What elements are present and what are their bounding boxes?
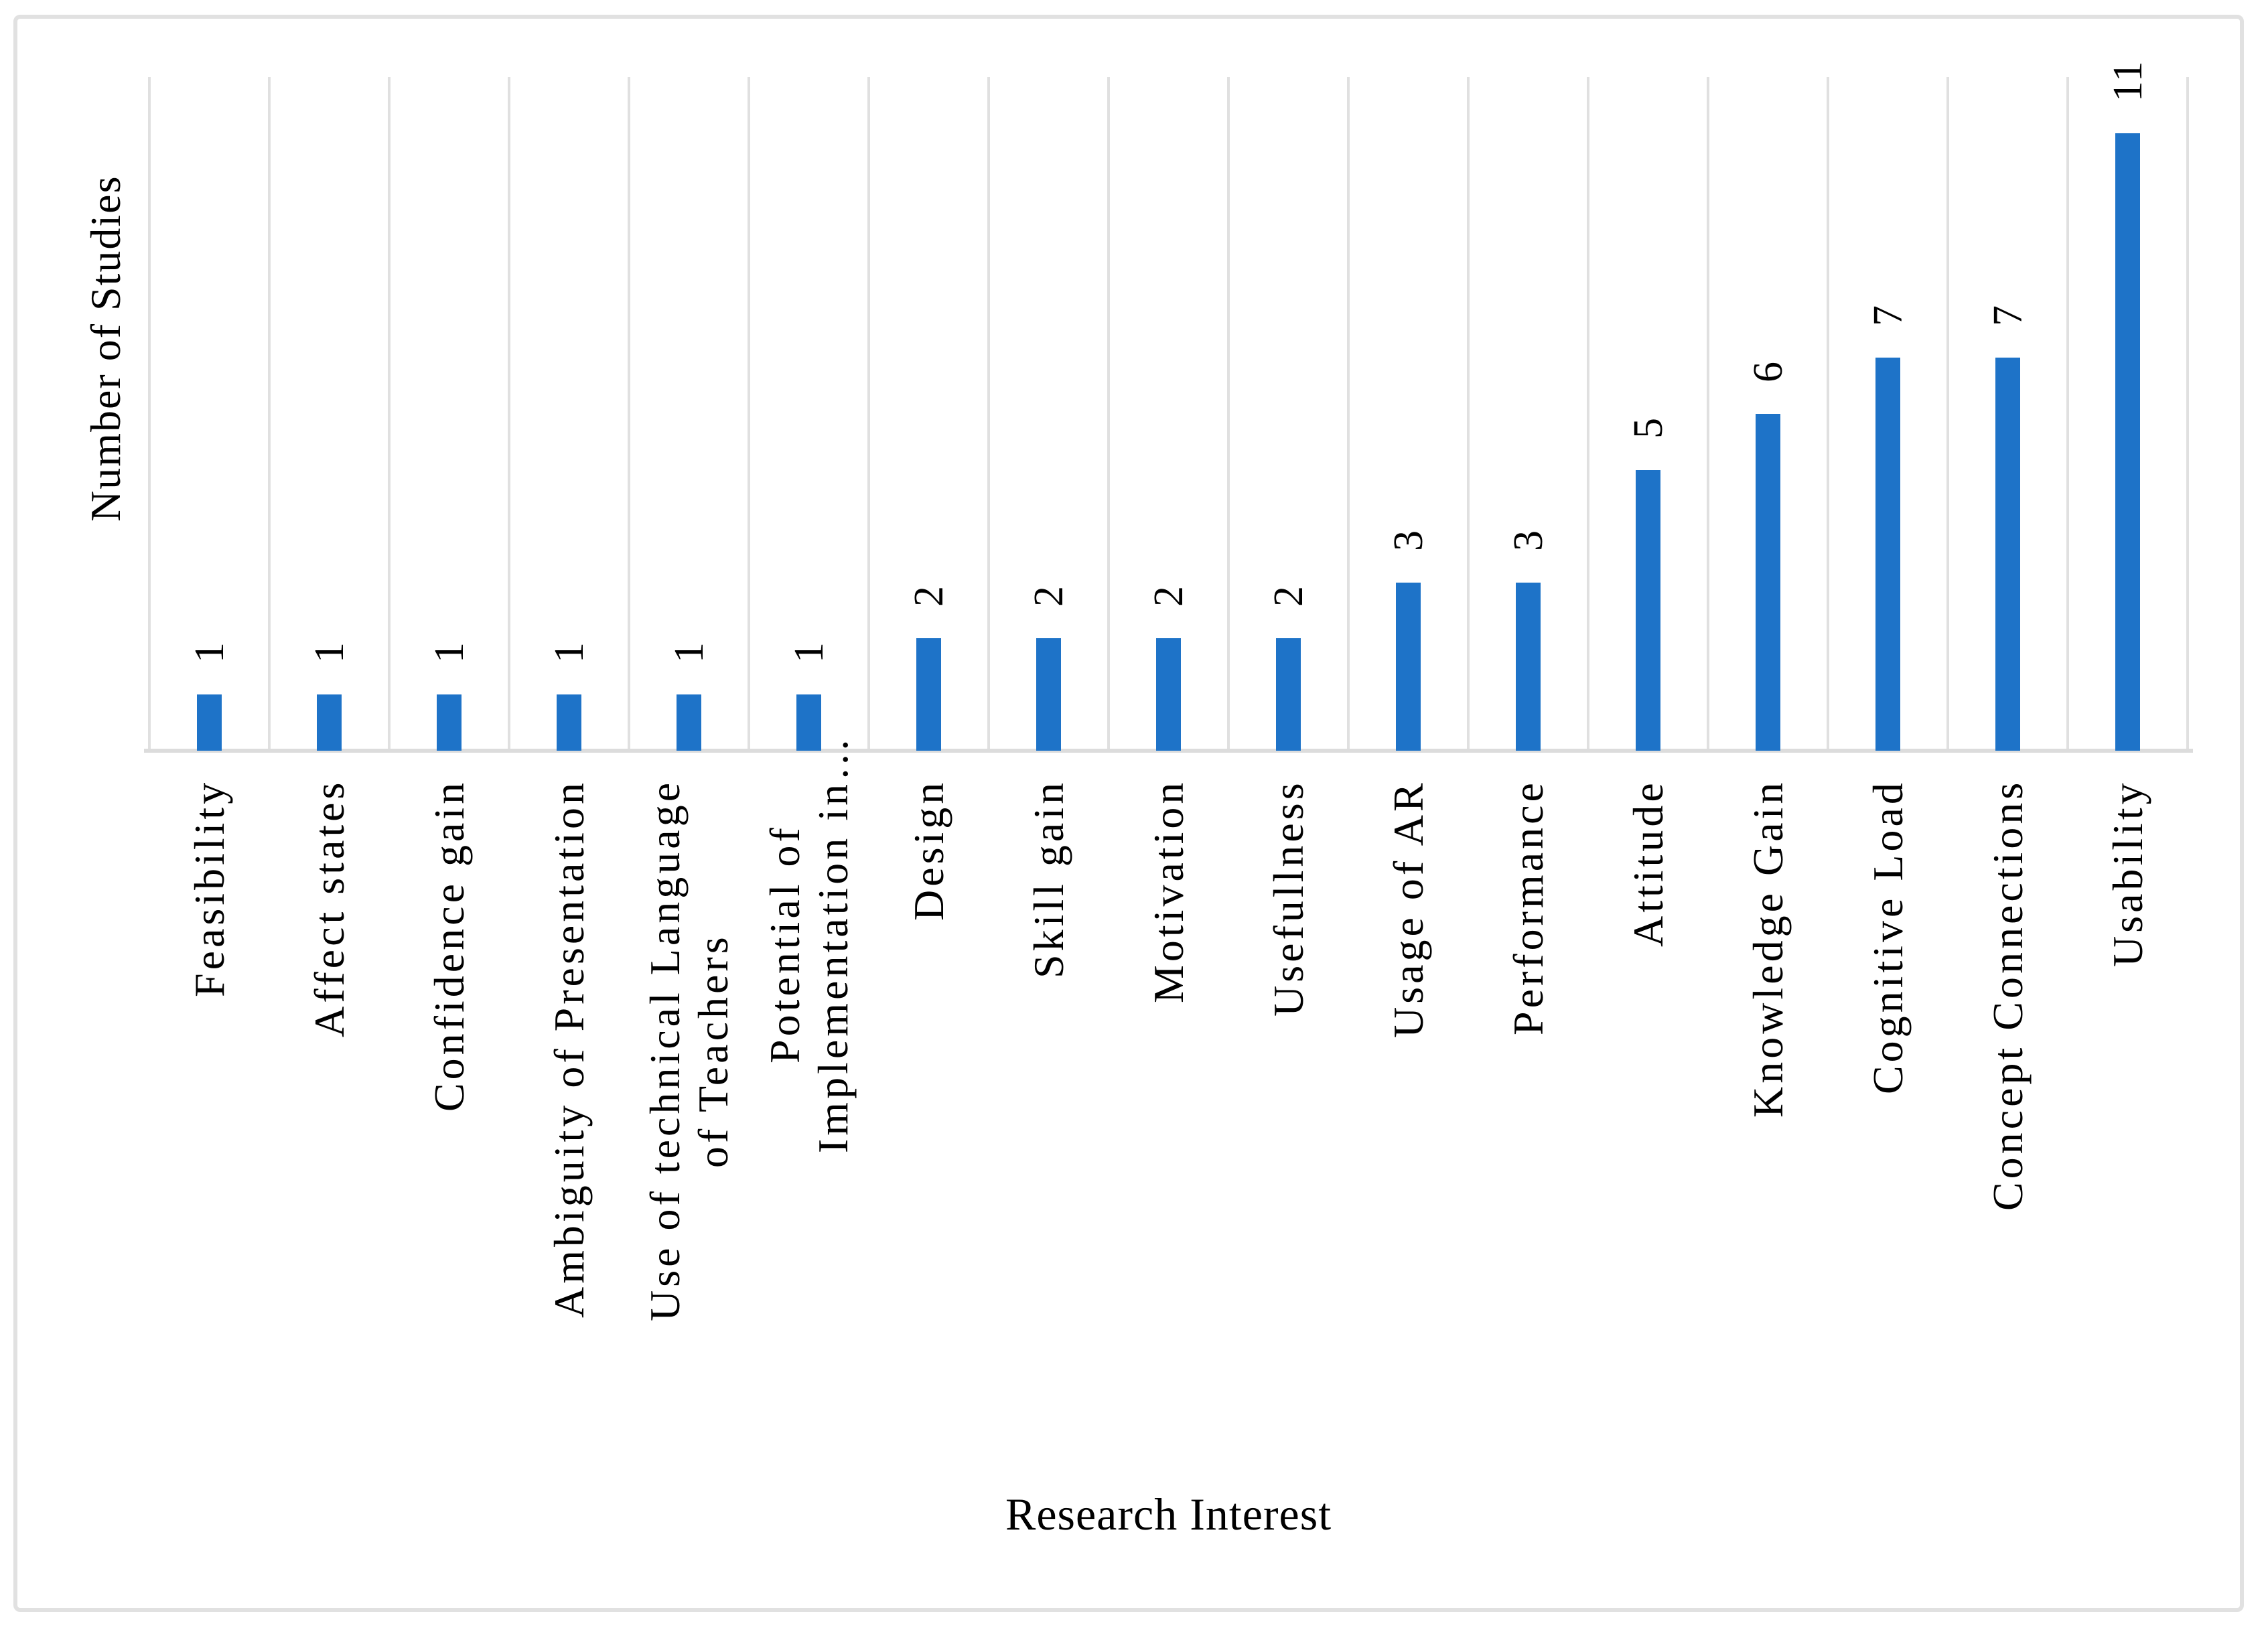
category-label: of Teachers [689, 933, 737, 1168]
category-gridline [148, 77, 151, 753]
category-label: Feasibility [185, 779, 233, 997]
x-axis-title: Research Interest [1005, 1489, 1332, 1540]
value-label: 2 [1025, 585, 1072, 607]
category-label: Confidence gain [425, 779, 473, 1112]
category-gridline [1707, 77, 1709, 753]
bar [677, 694, 701, 751]
bar [1516, 583, 1541, 751]
value-label: 11 [2105, 60, 2151, 102]
value-label: 1 [426, 642, 472, 664]
category-gridline [2066, 77, 2069, 753]
category-gridline [628, 77, 630, 753]
category-label: Knowledge Gain [1744, 779, 1792, 1118]
category-gridline [388, 77, 391, 753]
value-label: 2 [906, 585, 952, 607]
category-label: Motivation [1144, 779, 1192, 1003]
category-label: Skill gain [1024, 779, 1072, 978]
value-label: 3 [1385, 529, 1431, 551]
category-label: Usage of AR [1384, 780, 1432, 1038]
category-label: Usability [2103, 780, 2151, 967]
category-gridline [867, 77, 870, 753]
category-gridline [1946, 77, 1949, 753]
bar [1036, 638, 1061, 751]
category-gridline [1227, 77, 1230, 753]
bar [437, 694, 462, 751]
category-label: Attitude [1624, 780, 1672, 947]
value-label: 6 [1745, 361, 1791, 382]
category-gridline [1467, 77, 1470, 753]
category-gridline [1107, 77, 1110, 753]
value-label: 1 [546, 642, 592, 664]
bar [1396, 583, 1421, 751]
bar [557, 694, 581, 751]
value-label: 7 [1985, 305, 2031, 327]
bar [1995, 358, 2020, 751]
bar [1636, 470, 1660, 751]
category-label: Concept Connections [1983, 779, 2032, 1211]
category-gridline [748, 77, 750, 753]
category-label: Implementation in… [808, 735, 857, 1153]
category-gridline [1587, 77, 1589, 753]
category-label: Use of technical Language [640, 779, 689, 1321]
value-label: 1 [666, 642, 712, 664]
category-label: Ambiguity of Presentation [545, 779, 593, 1318]
category-label: Performance [1504, 780, 1552, 1035]
value-label: 1 [786, 642, 832, 664]
category-gridline [2186, 77, 2189, 753]
category-label: Usefullness [1264, 780, 1312, 1017]
category-gridline [268, 77, 271, 753]
bar [2115, 133, 2140, 751]
category-gridline [1347, 77, 1350, 753]
category-label: Cognitive Load [1863, 780, 1912, 1094]
bar [1875, 358, 1900, 751]
value-label: 1 [306, 642, 352, 664]
category-label: Design [904, 779, 952, 921]
category-label: Potential of [760, 824, 808, 1063]
bar [1756, 414, 1780, 751]
value-label: 2 [1145, 585, 1192, 607]
category-gridline [987, 77, 990, 753]
y-axis-title: Number of Studies [82, 175, 129, 522]
value-label: 7 [1865, 305, 1911, 327]
value-label: 1 [186, 642, 232, 664]
value-label: 5 [1625, 417, 1671, 439]
value-label: 2 [1265, 585, 1312, 607]
category-label: Affect states [305, 779, 353, 1037]
category-gridline [1827, 77, 1829, 753]
bar [1156, 638, 1181, 751]
bar [317, 694, 342, 751]
value-label: 3 [1505, 529, 1551, 551]
category-gridline [508, 77, 510, 753]
bar [916, 638, 941, 751]
bar [197, 694, 222, 751]
bar [1276, 638, 1301, 751]
